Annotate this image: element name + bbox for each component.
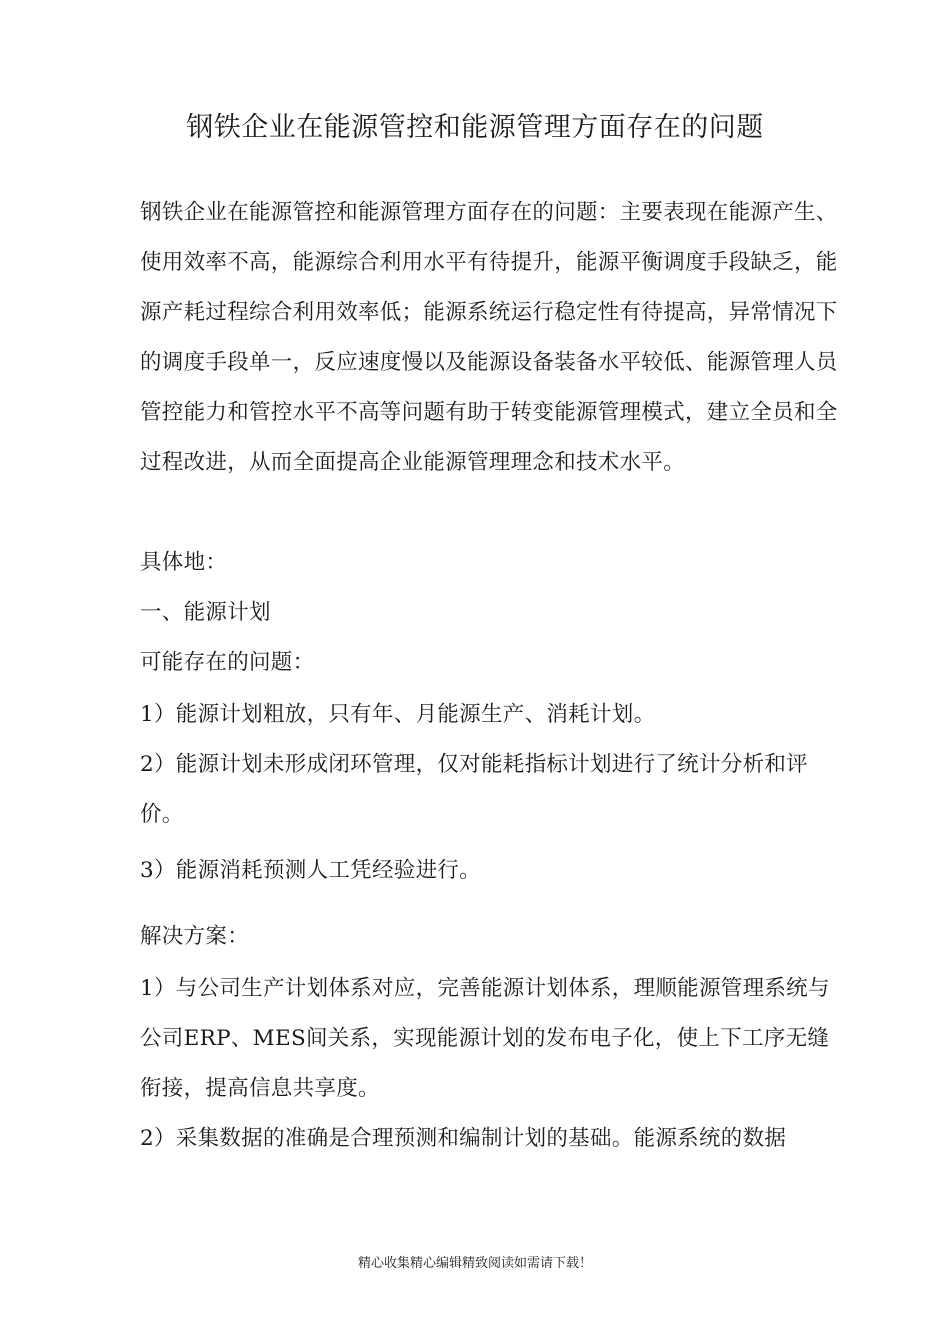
specifically-label: 具体地： [140, 550, 228, 575]
solution-item-2: 2）采集数据的准确是合理预测和编制计划的基础。能源系统的数据 [140, 1126, 787, 1151]
intro-text: 钢铁企业在能源管控和能源管理方面存在的问题：主要表现在能源产生、使用效率不高，能源综合利用水平有待提升，能源平衡调度手段缺乏，能源产耗过程综合利用效率低；能源系统运行稳定性有待提高，异常情况下的调度手段单一，反应速度慢以及能源设备装备水平较低、能源管理人员管控能力和管控水平不高等问题有助于转变能源管理模式，建立全员和全过程改进，从而全面提高企业能源管理理念和技术水平。 [140, 200, 838, 475]
problems-label: 可能存在的问题： [140, 650, 315, 675]
solutions-label: 解决方案： [140, 924, 250, 949]
solution-item-1: 1）与公司生产计划体系对应，完善能源计划体系，理顺能源管理系统与公司ERP、MES间关系，实现能源计划的发布电子化，使上下工序无缝衔接，提高信息共享度。 [140, 976, 830, 1101]
page-title: 钢铁企业在能源管控和能源管理方面存在的问题 [186, 112, 764, 143]
footer-note: 精心收集精心编辑精致阅读如需请下载！ [357, 1256, 592, 1271]
problem-item-2: 2）能源计划未形成闭环管理，仅对能耗指标计划进行了统计分析和评价。 [140, 752, 808, 827]
problem-item-3: 3）能源消耗预测人工凭经验进行。 [140, 858, 481, 883]
section-heading-energy-plan: 一、能源计划 [140, 600, 271, 625]
problem-item-1: 1）能源计划粗放，只有年、月能源生产、消耗计划。 [140, 702, 656, 727]
intro-paragraph [140, 188, 840, 488]
